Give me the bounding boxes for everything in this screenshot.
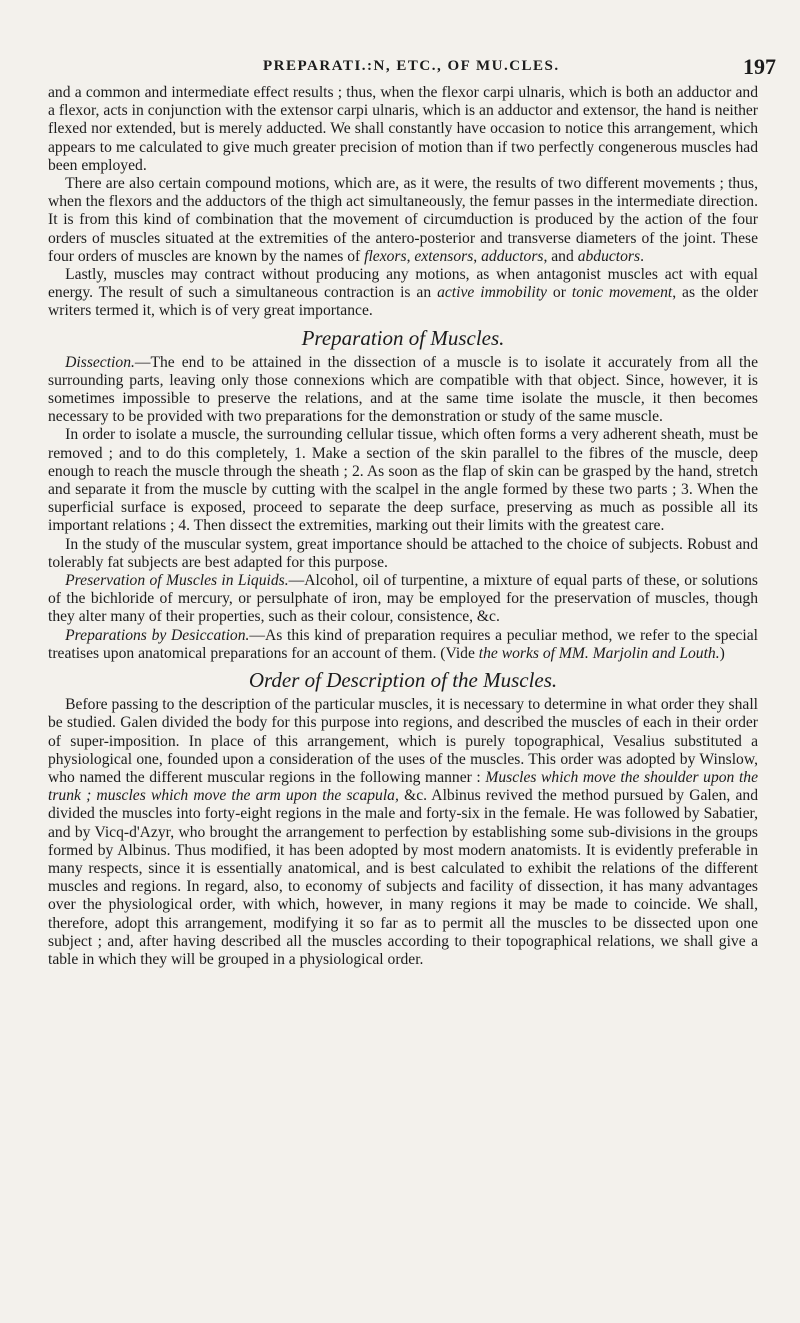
period: . bbox=[640, 247, 644, 265]
run-in-heading-dissection: Dissection. bbox=[65, 353, 135, 371]
paragraph-desiccation bbox=[48, 627, 758, 663]
term-active-immobility: active immobility bbox=[437, 284, 547, 302]
running-head bbox=[0, 54, 800, 78]
paragraph-2-text: There are also certain compound motions, which are, as it were, the results of two different movements ; thus, when the flexors and the adductors of the thigh act simultaneously, the femur passes in the intermediate direction. It is from this kind of combination that the movement of circumduction is produced by the action of the four orders of muscles situated at the extremities of the antero-posterior and transverse diameters of the joint. These four orders of muscles are known by the names of bbox=[48, 175, 758, 265]
paragraph-3-end: , as the older writers termed it, which is of very great importance. bbox=[48, 284, 759, 320]
paragraph-1 bbox=[48, 84, 758, 175]
paragraph-desiccation-text: —As this kind of preparation requires a peculiar method, we refer to the special treatises upon anatomical preparations for an account of them. (Vide bbox=[48, 626, 758, 662]
section-heading-order: Order of Description of the Muscles. bbox=[248, 668, 558, 693]
paragraph-order-rest: &c. Albinus revived the method pursued by Galen, and divided the muscles into forty-eight regions in the male and forty-six in the female. He was followed by Sabatier, and by Vicq-d'Azyr, who brought the arrangement to perfection by establishing some sub-divisions in the groups formed by Albinus. Thus modified, it has been adopted by most modern anatomists. It is evidently preferable in many respects, since it is essentially anatomical, and is best calculated to exhibit the relations of the different muscles and regions. In regard, also, to economy of subjects and facility of dissection, it has many advantages over the physiological order, with which, however, in many regions it may be made to coincide. We shall, therefore, adopt this arrangement, modifying it so far as to permit all the muscles to be dissected upon one subject ; and, after having described all the muscles according to their topographical relations, we shall give a table in which they will be grouped in a physiological order. bbox=[48, 787, 758, 968]
paragraph-subjects bbox=[48, 536, 758, 572]
paragraph-3 bbox=[48, 266, 758, 321]
paragraph-1-text: and a common and intermediate effect results ; thus, when the flexor carpi ulnaris, which is both an adductor and a flexor, acts in conjunction with the extensor carpi ulnaris, which is an adductor and extensor, the hand is neither flexed nor extended, but is merely adducted. We shall constantly have occasion to notice this arrangement, which appears to me calculated to give much greater precision of motion than if two perfectly congenerous muscles had been employed. bbox=[48, 84, 758, 174]
term-abductors: abductors bbox=[577, 247, 641, 265]
paragraph-3-text: Lastly, muscles may contract without producing any motions, as when antagonist muscles act with equal energy. The result of such a simultaneous contraction is an bbox=[48, 266, 758, 302]
paragraph-order bbox=[48, 696, 758, 969]
body-text bbox=[48, 84, 758, 969]
running-title: PREPARATI.:N, ETC., OF MU.CLES. bbox=[263, 58, 560, 74]
winslow-examples: Muscles which move the shoulder upon the trunk ; muscles which move the arm upon the scapula, bbox=[48, 768, 758, 805]
term-flexors: flexors bbox=[364, 247, 407, 265]
paragraph-dissection bbox=[48, 354, 758, 427]
run-in-heading-desiccation: Preparations by Desiccation. bbox=[65, 626, 250, 644]
separator: , bbox=[406, 247, 415, 265]
term-extensors: extensors bbox=[414, 247, 474, 265]
paragraph-isolate bbox=[48, 426, 758, 535]
paragraph-isolate-text: In order to isolate a muscle, the surrounding cellular tissue, which often forms a very adherent sheath, must be removed ; and to do this completely, 1. Make a section of the skin parallel to the fibres of the muscle, deep enough to reach the muscle through the sheath ; 2. As soon as the flap of skin can be grasped by the hand, stretch and separate it from the muscle by cutting with the scalpel in the angle formed by these two parts ; 3. When the superficial surface is exposed, proceed to separate the deep surface, preserving as much as possible all its important relations ; 4. Then dissect the extremities, marking out their limits with the greatest care. bbox=[48, 426, 758, 535]
page-number: 197 bbox=[743, 54, 776, 79]
section-heading-preparation: Preparation of Muscles. bbox=[301, 325, 505, 350]
conjunction: , and bbox=[543, 247, 574, 265]
run-in-heading-liquids: Preservation of Muscles in Liquids. bbox=[65, 572, 289, 590]
paragraph-2 bbox=[48, 175, 758, 266]
conjunction: or bbox=[552, 284, 566, 302]
paragraph-liquids bbox=[48, 572, 758, 627]
term-tonic-movement: tonic movement bbox=[571, 284, 673, 302]
paragraph-order-text: Before passing to the description of the particular muscles, it is necessary to determine in what order they shall be studied. Galen divided the body for this purpose into regions, and described the muscles of each in their order of super-imposition. In place of this arrangement, which is purely topographical, Vesalius substituted a physiological one, founded upon a consideration of the uses of the muscles. This order was adopted by Winslow, who named the different muscular regions in the following manner : bbox=[48, 696, 758, 786]
paragraph-dissection-text: —The end to be attained in the dissection of a muscle is to isolate it accurately from all the surrounding parts, leaving only those connexions which are compatible with that object. Since, however, it is sometimes impossible to preserve the relations, and at the same time isolate the muscle, it then becomes necessary to be provided with two preparations for the demonstration or study of the same muscle. bbox=[48, 353, 758, 426]
term-adductors: adductors bbox=[481, 247, 544, 265]
citation-works: the works of MM. Marjolin and Louth. bbox=[478, 644, 720, 662]
paragraph-liquids-text: —Alcohol, oil of turpentine, a mixture of equal parts of these, or solutions of the bichloride of mercury, or persulphate of iron, may be employed for the preservation of muscles, though they alter many of their properties, such as their colour, consistence, &c. bbox=[48, 572, 758, 626]
paragraph-subjects-text: In the study of the muscular system, great importance should be attached to the choice of subjects. Robust and tolerably fat subjects are best adapted for this purpose. bbox=[48, 535, 758, 571]
closing-paren: ) bbox=[719, 644, 725, 662]
separator: , bbox=[473, 247, 478, 265]
